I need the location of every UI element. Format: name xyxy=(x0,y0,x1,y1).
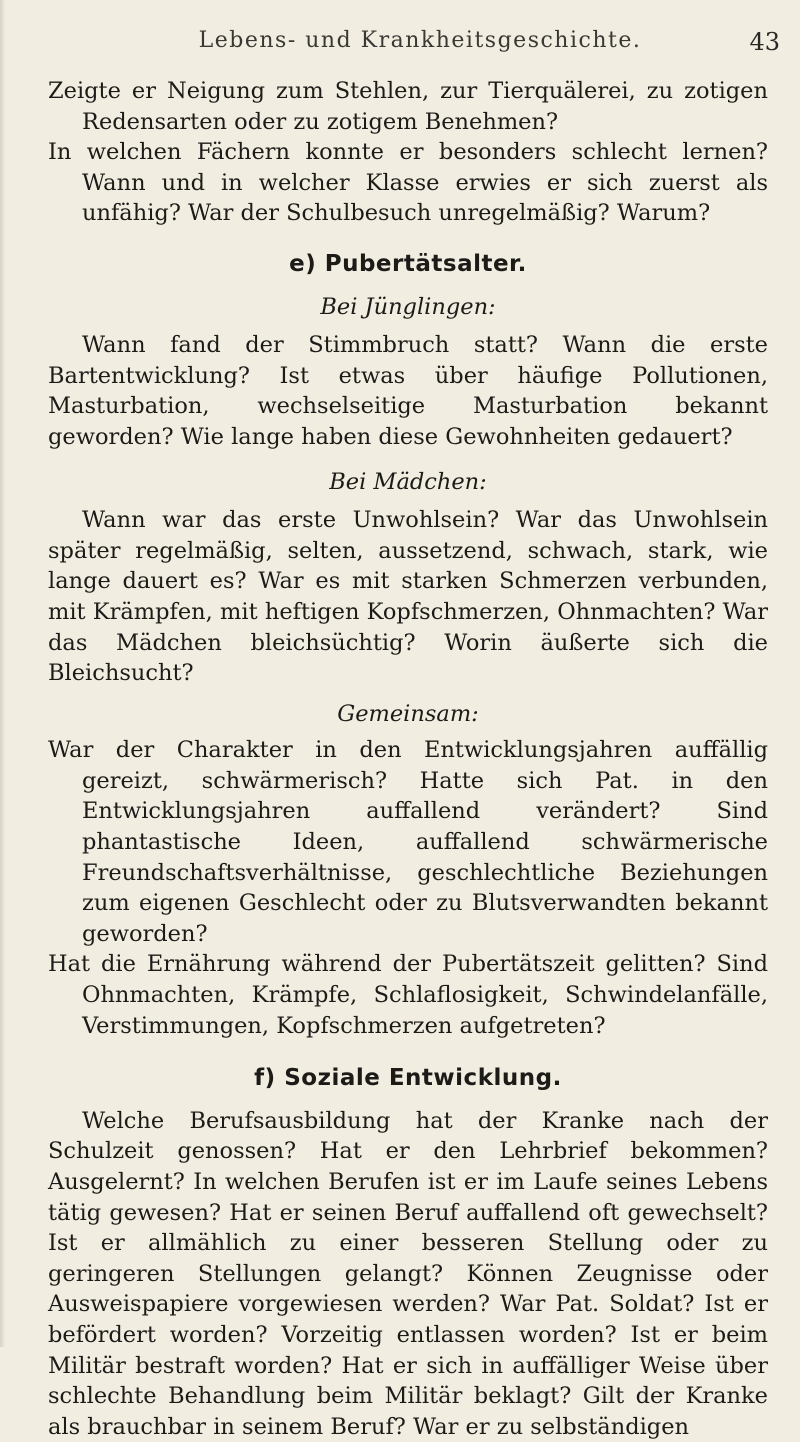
paragraph-boys: Wann fand der Stimmbruch statt? Wann die erste Bartentwicklung? Ist etwas über häufige Pollutionen, Masturbation, wechselseitige Masturbation bekannt geworden? Wie lange haben diese Gewohnheiten gedauert? xyxy=(48,332,768,450)
paragraph-girls: Wann war das erste Unwohlsein? War das Unwohlsein später regelmäßig, selten, aussetzend, schwach, stark, wie lange dauert es? War es mit starken Schmerzen verbunden, mit Krämpfen, mit heftigen Kopfschmerzen, Ohnmachten? War das Mädchen bleichsüchtig? Worin äußerte sich die Bleichsucht? xyxy=(48,507,768,687)
paragraph-common-character: War der Charakter in den Entwicklungsjahren auffällig gereizt, schwärmerisch? Hatte sich Pat. in den Entwicklungsjahren auffallend verändert? Sind phantastische Ideen, auffallend schwärmerische Freundschaftsverhältnisse, geschlechtliche Beziehungen zum eigenen Geschlecht oder zu Blutsverwandten bekannt geworden? xyxy=(48,737,768,947)
section-heading-puberty: e) Pubertätsalter. xyxy=(289,250,527,277)
running-title: Lebens- und Krankheitsgeschichte. xyxy=(198,28,642,53)
subheading-girls: Bei Mädchen: xyxy=(329,468,487,495)
subheading-boys: Bei Jünglingen: xyxy=(320,293,496,320)
page-edge xyxy=(0,0,5,1347)
page-header xyxy=(60,28,780,64)
paragraph-question-behavior: Zeigte er Neigung zum Stehlen, zur Tierquälerei, zu zotigen Redensarten oder zu zotigem Benehmen? xyxy=(48,78,768,135)
section-heading-social: f) Soziale Entwicklung. xyxy=(254,1065,562,1092)
paragraph-question-school: In welchen Fächern konnte er besonders schlecht lernen? Wann und in welcher Klasse erwies er sich zuerst als unfähig? War der Schulbesuch unregelmäßig? Warum? xyxy=(48,139,768,227)
subheading-common: Gemeinsam: xyxy=(337,700,479,727)
page-number: 43 xyxy=(749,28,780,56)
paragraph-social: Welche Berufsausbildung hat der Kranke nach der Schulzeit genossen? Hat er den Lehrbrief bekommen? Ausgelernt? In welchen Berufen ist er im Laufe seines Lebens tätig gewesen? Hat er seinen Beruf auffallend oft gewechselt? Ist er allmählich zu einer besseren Stellung oder zu geringeren Stellungen gelangt? Können Zeugnisse oder Ausweispapiere vorgewiesen werden? War Pat. Soldat? Ist er befördert worden? Vorzeitig entlassen worden? Ist er beim Militär bestraft worden? Hat er sich in auffälliger Weise über schlechte Behandlung beim Militär beklagt? Gilt der Kranke als brauchbar in seinem Beruf? War er zu selbständigen xyxy=(48,1107,768,1440)
page-body xyxy=(48,76,768,1442)
paragraph-common-nutrition: Hat die Ernährung während der Pubertätszeit gelitten? Sind Ohnmachten, Krämpfe, Schlaflosigkeit, Schwindelanfälle, Verstimmungen, Kopfschmerzen aufgetreten? xyxy=(48,951,768,1039)
